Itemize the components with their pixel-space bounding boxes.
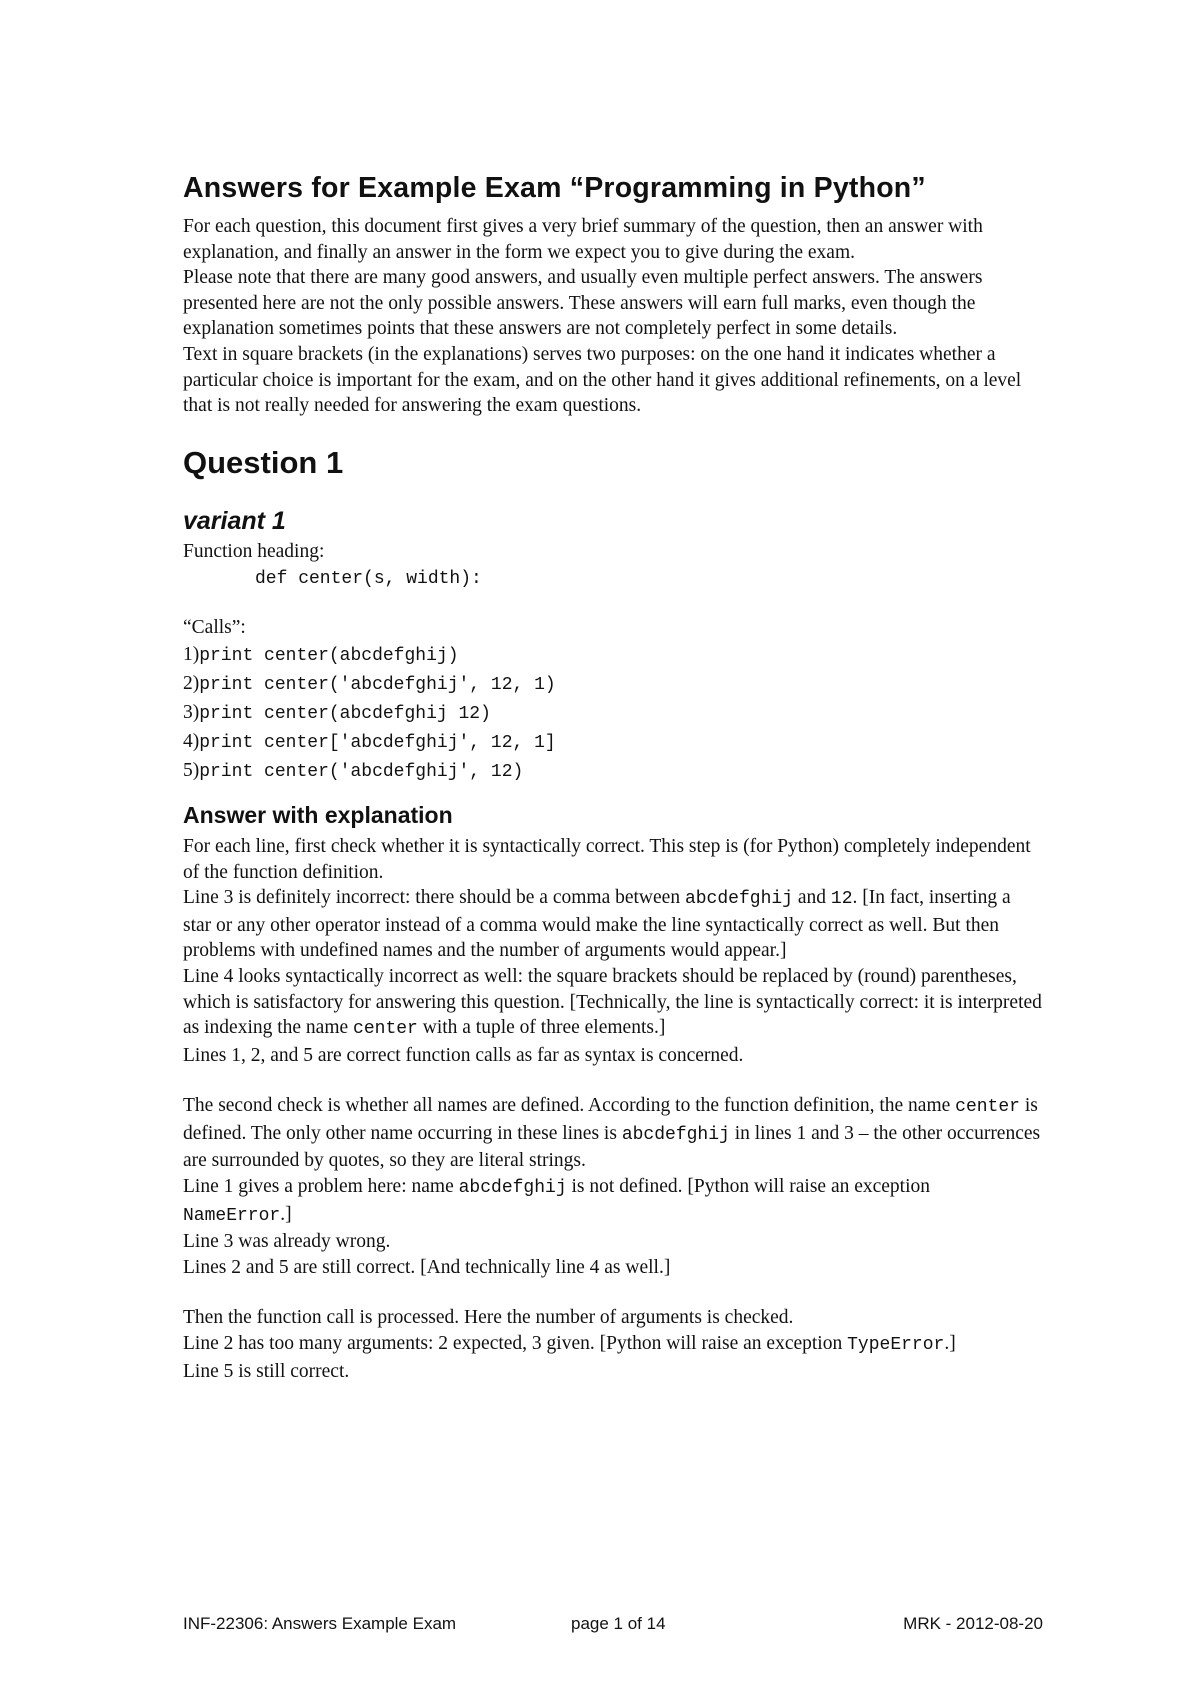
answer-paragraph-11: Line 5 is still correct. [183, 1360, 350, 1382]
calls-list [183, 641, 1043, 786]
answer-paragraph-9: Then the function call is processed. Here the number of arguments is checked. [183, 1307, 794, 1329]
intro-paragraph-3: Text in square brackets (in the explanations) serves two purposes: on the one hand it indicates whether a particular choice is important for the exam, and on the other hand it gives additional refinements, on a level that is not really needed for answering the exam questions. [183, 343, 1022, 417]
answer-paragraph-4: Lines 1, 2, and 5 are correct function calls as far as syntax is concerned. [183, 1044, 744, 1066]
call-line-5: 5)print center('abcdefghij', 12) [183, 759, 524, 782]
answer-paragraph-2: Line 3 is definitely incorrect: there should be a comma between abcdefghij and 12. [In fact, inserting a star or any other operator instead of a comma would make the line syntactically correct as well. But then problems with undefined names and the number of arguments would appear.] [183, 887, 1011, 962]
answer-paragraph-10: Line 2 has too many arguments: 2 expected, 3 given. [Python will raise an exception TypeError.] [183, 1333, 956, 1356]
answer-heading: Answer with explanation [183, 801, 453, 828]
page-footer [183, 1614, 1043, 1638]
answer-paragraph-3: Line 4 looks syntactically incorrect as well: the square brackets should be replaced by (round) parentheses, which is satisfactory for answering this question. [Technically, the line is syntactically correct: it is interpreted as indexing the name center with a tuple of three elements.] [183, 965, 1042, 1040]
footer-page-number: page 1 of 14 [571, 1614, 666, 1633]
question-heading: Question 1 [183, 444, 344, 480]
calls-label: “Calls”: [183, 617, 246, 639]
footer-course: INF-22306: Answers Example Exam [183, 1614, 457, 1633]
answer-paragraph-6: Line 1 gives a problem here: name abcdefghij is not defined. [Python will raise an exception NameError.] [183, 1176, 931, 1226]
call-line-1: 1)print center(abcdefghij) [183, 643, 459, 666]
call-line-4: 4)print center['abcdefghij', 12, 1] [183, 730, 556, 753]
page-content [183, 170, 1043, 1384]
intro-paragraph-1: For each question, this document first gives a very brief summary of the question, then an answer with explanation, and finally an answer in the form we expect you to give during the exam. [183, 216, 983, 263]
variant-heading: variant 1 [183, 506, 286, 535]
function-heading-code: def center(s, width): [255, 569, 482, 590]
document-title: Answers for Example Exam “Programming in Python” [183, 172, 926, 204]
answer-paragraph-5: The second check is whether all names are defined. According to the function definition, the name center is defined. The only other name occurring in these lines is abcdefghij in lines 1 and 3 – the other occurrences are surrounded by quotes, so they are literal strings. [183, 1095, 1041, 1172]
intro-paragraph-2: Please note that there are many good answers, and usually even multiple perfect answers. The answers presented here are not the only possible answers. These answers will earn full marks, even though the explanation sometimes points that these answers are not completely perfect in some details. [183, 267, 983, 340]
call-line-3: 3)print center(abcdefghij 12) [183, 701, 491, 724]
answer-paragraph-7: Line 3 was already wrong. [183, 1231, 391, 1253]
answer-paragraph-1: For each line, first check whether it is syntactically correct. This step is (for Python) completely independent of the function definition. [183, 835, 1031, 883]
function-heading-label: Function heading: [183, 540, 325, 562]
footer-author-date: MRK - 2012-08-20 [903, 1614, 1043, 1633]
answer-paragraph-8: Lines 2 and 5 are still correct. [And technically line 4 as well.] [183, 1256, 671, 1278]
call-line-2: 2)print center('abcdefghij', 12, 1) [183, 672, 556, 695]
